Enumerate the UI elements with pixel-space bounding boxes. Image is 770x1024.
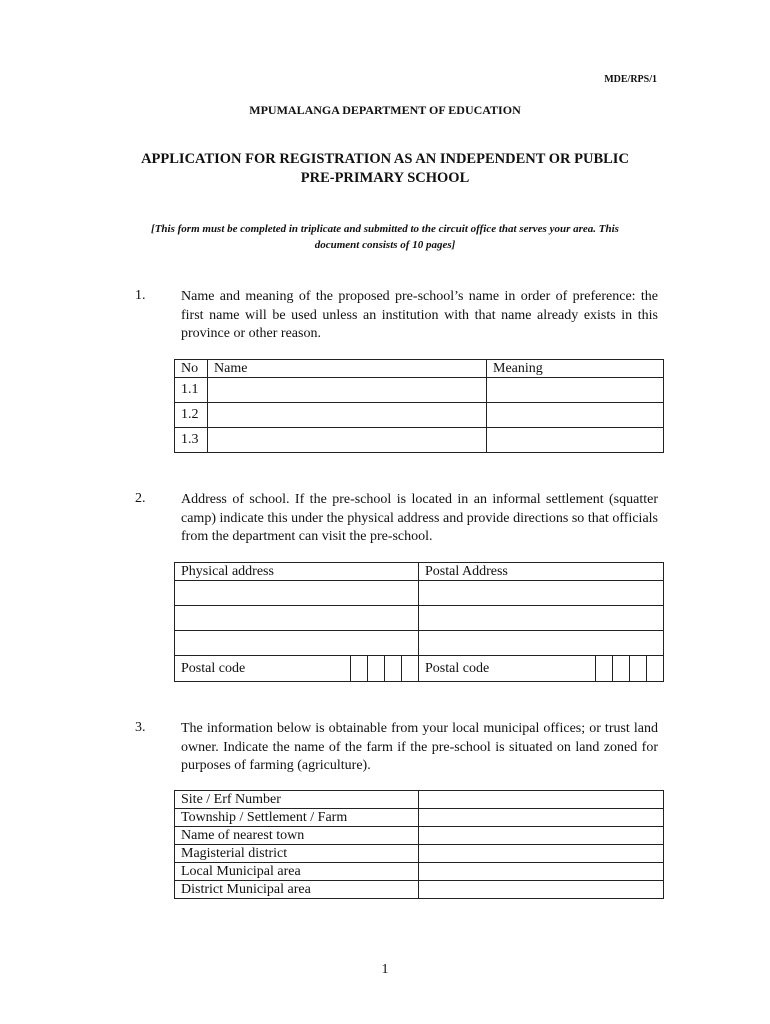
postal-postal-code-cell [419, 656, 664, 682]
note-line-2: document consists of 10 pages] [314, 239, 456, 251]
land-field-value[interactable] [419, 845, 664, 863]
table-row [175, 809, 664, 827]
note-line-1: [This form must be completed in triplicate and submitted to the circuit office that serves your area. This [151, 223, 619, 235]
table-row [175, 863, 664, 881]
address-table [174, 562, 664, 682]
land-field-label: Site / Erf Number [175, 791, 419, 809]
row-number: 1.2 [175, 403, 208, 428]
table-row [175, 631, 664, 656]
row-number: 1.3 [175, 428, 208, 453]
meaning-input-cell[interactable] [487, 403, 664, 428]
physical-address-line[interactable] [175, 606, 419, 631]
meaning-input-cell[interactable] [487, 428, 664, 453]
land-field-value[interactable] [419, 827, 664, 845]
name-input-cell[interactable] [208, 403, 487, 428]
school-names-table [174, 359, 664, 453]
table-row [175, 827, 664, 845]
land-field-label: Magisterial district [175, 845, 419, 863]
postal-address-header: Postal Address [419, 563, 664, 581]
instructions-note [110, 221, 660, 253]
table-row [175, 428, 664, 453]
section-2-number: 2. [135, 491, 146, 506]
row-number: 1.1 [175, 378, 208, 403]
page-number: 1 [381, 962, 389, 977]
postal-address-line[interactable] [419, 581, 664, 606]
table-row [175, 881, 664, 899]
postal-code-label: Postal code [425, 661, 490, 676]
land-field-label: District Municipal area [175, 881, 419, 899]
section-3-text: The information below is obtainable from your local municipal offices; or trust land owner. Indicate the name of the farm if the pre-school is situated on land zoned for purposes of farming (agriculture). [181, 721, 658, 773]
land-info-table [174, 790, 664, 899]
land-field-label: Local Municipal area [175, 863, 419, 881]
land-field-value[interactable] [419, 791, 664, 809]
table-row [175, 403, 664, 428]
section-2-text: Address of school. If the pre-school is located in an informal settlement (squatter camp) indicate this under the physical address and provide directions so that officials from the department can visit the pre-school. [181, 492, 658, 544]
postal-address-line[interactable] [419, 631, 664, 656]
postal-code-boxes[interactable] [350, 656, 418, 681]
document-title [100, 150, 670, 188]
land-field-value[interactable] [419, 881, 664, 899]
physical-postal-code-cell [175, 656, 419, 682]
section-1-number: 1. [135, 288, 146, 303]
postal-code-boxes[interactable] [595, 656, 663, 681]
name-input-cell[interactable] [208, 428, 487, 453]
department-heading: MPUMALANGA DEPARTMENT OF EDUCATION [249, 103, 521, 117]
meaning-input-cell[interactable] [487, 378, 664, 403]
title-line-1: APPLICATION FOR REGISTRATION AS AN INDEPENDENT OR PUBLIC [141, 151, 629, 167]
postal-address-line[interactable] [419, 606, 664, 631]
postal-code-label: Postal code [181, 661, 246, 676]
physical-address-line[interactable] [175, 631, 419, 656]
physical-address-line[interactable] [175, 581, 419, 606]
form-reference: MDE/RPS/1 [604, 74, 657, 85]
col-name-header: Name [208, 360, 487, 378]
land-field-label: Name of nearest town [175, 827, 419, 845]
name-input-cell[interactable] [208, 378, 487, 403]
land-field-value[interactable] [419, 809, 664, 827]
col-no-header: No [175, 360, 208, 378]
land-field-label: Township / Settlement / Farm [175, 809, 419, 827]
land-field-value[interactable] [419, 863, 664, 881]
table-row [175, 791, 664, 809]
table-row [175, 606, 664, 631]
section-3-number: 3. [135, 720, 146, 735]
section-1-text: Name and meaning of the proposed pre-school’s name in order of preference: the first name will be used unless an institution with that name already exists in this province or other reason. [181, 289, 658, 341]
physical-address-header: Physical address [175, 563, 419, 581]
table-row [175, 378, 664, 403]
col-meaning-header: Meaning [487, 360, 664, 378]
table-row [175, 581, 664, 606]
title-line-2: PRE-PRIMARY SCHOOL [300, 170, 470, 186]
table-row [175, 845, 664, 863]
